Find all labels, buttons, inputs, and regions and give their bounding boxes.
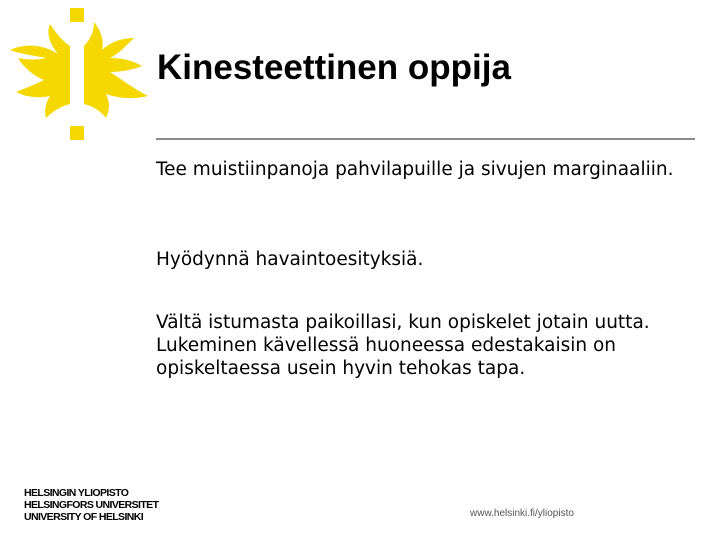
title-divider [156,138,695,140]
paragraph-demonstrations: Hyödynnä havaintoesityksiä. [156,249,424,270]
footer-url: www.helsinki.fi/yliopisto [470,508,574,519]
university-name-swedish: HELSINGFORS UNIVERSITET [24,499,159,511]
university-flame-logo-icon [6,6,152,146]
paragraph-notes: Tee muistiinpanoja pahvilapuille ja sivujen marginaaliin. [156,159,674,180]
university-name-finnish: HELSINGIN YLIOPISTO [24,487,129,499]
slide-title: Kinesteettinen oppija [157,48,511,87]
paragraph-movement: Vältä istumasta paikoillasi, kun opiskelet jotain uutta. Lukeminen kävellessä huoneessa edestakaisin on opiskeltaessa usein hyvin tehokas tapa. [156,312,650,379]
university-name [24,487,158,523]
university-name-english: UNIVERSITY OF HELSINKI [24,511,144,523]
